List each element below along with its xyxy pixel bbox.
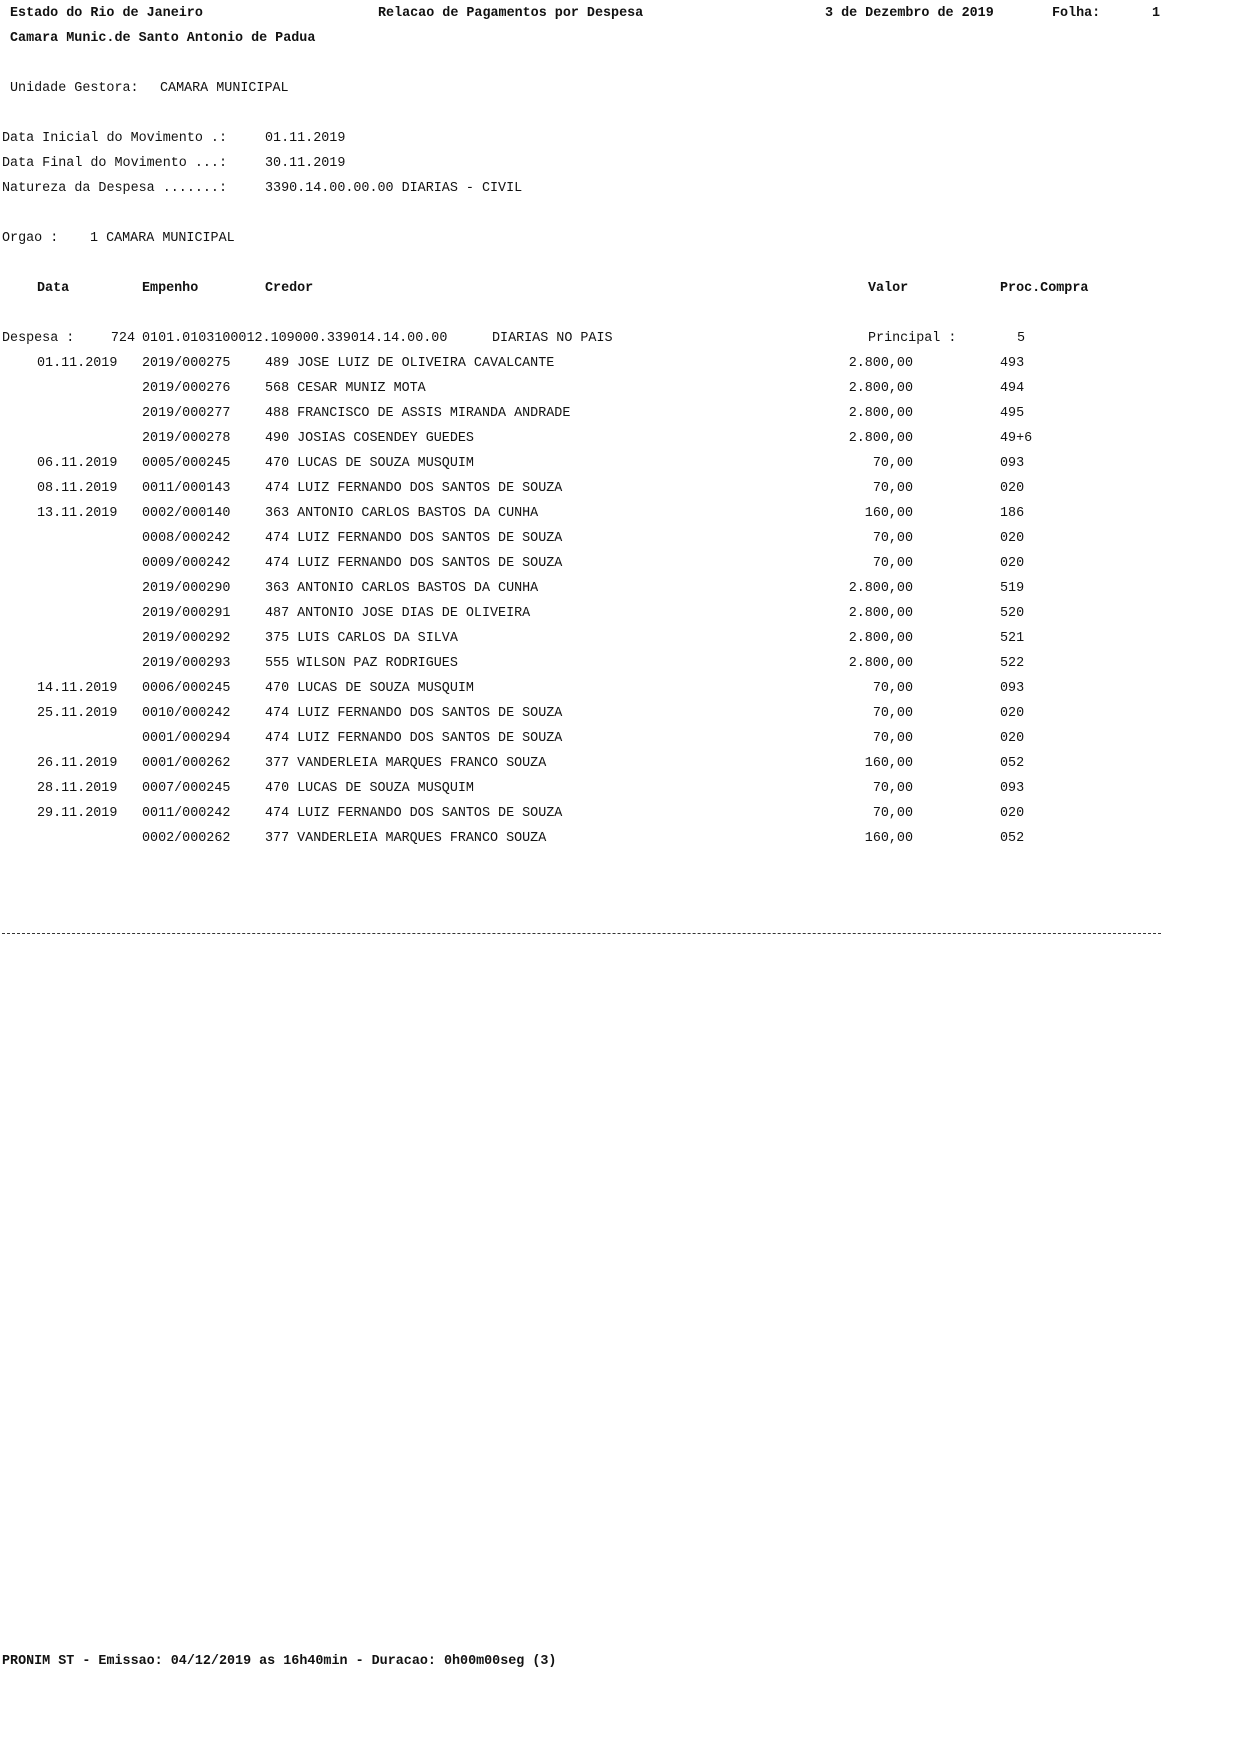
- sheet-number: 1: [1151, 6, 1160, 21]
- principal-value: 5: [1016, 331, 1025, 346]
- row-credor: 474 LUIZ FERNANDO DOS SANTOS DE SOUZA: [265, 531, 563, 546]
- row-credor: 474 LUIZ FERNANDO DOS SANTOS DE SOUZA: [265, 706, 563, 721]
- row-credor: 470 LUCAS DE SOUZA MUSQUIM: [265, 681, 474, 696]
- row-proc: 020: [1000, 731, 1025, 746]
- row-credor: 568 CESAR MUNIZ MOTA: [265, 381, 426, 396]
- row-valor: 70,00: [872, 806, 913, 821]
- principal-label: Principal :: [868, 331, 957, 346]
- column-header-valor: Valor: [868, 281, 909, 296]
- row-valor: 70,00: [872, 781, 913, 796]
- row-credor: 377 VANDERLEIA MARQUES FRANCO SOUZA: [265, 756, 547, 771]
- sheet-label: Folha:: [1052, 6, 1101, 21]
- row-credor: 474 LUIZ FERNANDO DOS SANTOS DE SOUZA: [265, 556, 563, 571]
- row-date: 25.11.2019: [37, 706, 118, 721]
- despesa-code: 0101.0103100012.109000.339014.14.00.00: [142, 331, 448, 346]
- row-credor: 377 VANDERLEIA MARQUES FRANCO SOUZA: [265, 831, 547, 846]
- row-date: 13.11.2019: [37, 506, 118, 521]
- row-proc: 520: [1000, 606, 1025, 621]
- despesa-description: DIARIAS NO PAIS: [492, 331, 613, 346]
- row-proc: 020: [1000, 556, 1025, 571]
- row-valor: 160,00: [864, 831, 913, 846]
- row-proc: 493: [1000, 356, 1025, 371]
- row-empenho: 0011/000242: [142, 806, 231, 821]
- row-proc: 49+6: [1000, 431, 1033, 446]
- row-proc: 052: [1000, 756, 1025, 771]
- row-proc: 521: [1000, 631, 1025, 646]
- row-empenho: 0010/000242: [142, 706, 231, 721]
- row-valor: 70,00: [872, 556, 913, 571]
- row-credor: 363 ANTONIO CARLOS BASTOS DA CUNHA: [265, 581, 539, 596]
- row-valor: 70,00: [872, 481, 913, 496]
- row-valor: 160,00: [864, 506, 913, 521]
- row-credor: 490 JOSIAS COSENDEY GUEDES: [265, 431, 474, 446]
- row-empenho: 2019/000292: [142, 631, 231, 646]
- row-proc: 020: [1000, 806, 1025, 821]
- row-credor: 470 LUCAS DE SOUZA MUSQUIM: [265, 781, 474, 796]
- row-date: 01.11.2019: [37, 356, 118, 371]
- row-empenho: 2019/000293: [142, 656, 231, 671]
- row-credor: 375 LUIS CARLOS DA SILVA: [265, 631, 458, 646]
- state-name: Estado do Rio de Janeiro: [10, 6, 203, 21]
- report-title: Relacao de Pagamentos por Despesa: [378, 6, 644, 21]
- orgao-label: Orgao :: [2, 231, 59, 246]
- start-date-value: 01.11.2019: [265, 131, 346, 146]
- row-valor: 2.800,00: [848, 356, 913, 371]
- row-credor: 474 LUIZ FERNANDO DOS SANTOS DE SOUZA: [265, 731, 563, 746]
- row-empenho: 2019/000277: [142, 406, 231, 421]
- row-empenho: 0011/000143: [142, 481, 231, 496]
- row-credor: 474 LUIZ FERNANDO DOS SANTOS DE SOUZA: [265, 806, 563, 821]
- column-header-credor: Credor: [265, 281, 314, 296]
- row-proc: 093: [1000, 456, 1025, 471]
- row-valor: 2.800,00: [848, 631, 913, 646]
- row-credor: 363 ANTONIO CARLOS BASTOS DA CUNHA: [265, 506, 539, 521]
- row-valor: 2.800,00: [848, 406, 913, 421]
- row-empenho: 2019/000276: [142, 381, 231, 396]
- column-header-data: Data: [37, 281, 70, 296]
- row-empenho: 2019/000275: [142, 356, 231, 371]
- row-empenho: 0006/000245: [142, 681, 231, 696]
- row-date: 26.11.2019: [37, 756, 118, 771]
- row-valor: 2.800,00: [848, 381, 913, 396]
- row-date: 08.11.2019: [37, 481, 118, 496]
- row-empenho: 2019/000290: [142, 581, 231, 596]
- row-date: 06.11.2019: [37, 456, 118, 471]
- row-empenho: 0009/000242: [142, 556, 231, 571]
- row-proc: 494: [1000, 381, 1025, 396]
- column-header-proc: Proc.Compra: [1000, 281, 1089, 296]
- row-proc: 052: [1000, 831, 1025, 846]
- despesa-number: 724: [110, 331, 135, 346]
- row-proc: 020: [1000, 481, 1025, 496]
- row-valor: 70,00: [872, 706, 913, 721]
- row-empenho: 0007/000245: [142, 781, 231, 796]
- row-empenho: 0001/000294: [142, 731, 231, 746]
- row-date: 28.11.2019: [37, 781, 118, 796]
- row-credor: 487 ANTONIO JOSE DIAS DE OLIVEIRA: [265, 606, 531, 621]
- row-proc: 093: [1000, 781, 1025, 796]
- column-header-empenho: Empenho: [142, 281, 199, 296]
- row-valor: 70,00: [872, 731, 913, 746]
- row-credor: 470 LUCAS DE SOUZA MUSQUIM: [265, 456, 474, 471]
- row-empenho: 2019/000291: [142, 606, 231, 621]
- row-date: 29.11.2019: [37, 806, 118, 821]
- row-proc: 093: [1000, 681, 1025, 696]
- row-proc: 495: [1000, 406, 1025, 421]
- row-empenho: 2019/000278: [142, 431, 231, 446]
- row-valor: 70,00: [872, 456, 913, 471]
- unit-label: Unidade Gestora:: [10, 81, 139, 96]
- row-proc: 519: [1000, 581, 1025, 596]
- row-proc: 522: [1000, 656, 1025, 671]
- row-empenho: 0002/000262: [142, 831, 231, 846]
- row-credor: 555 WILSON PAZ RODRIGUES: [265, 656, 458, 671]
- row-proc: 020: [1000, 706, 1025, 721]
- row-credor: 488 FRANCISCO DE ASSIS MIRANDA ANDRADE: [265, 406, 571, 421]
- row-valor: 2.800,00: [848, 606, 913, 621]
- orgao-value: 1 CAMARA MUNICIPAL: [90, 231, 235, 246]
- row-valor: 2.800,00: [848, 656, 913, 671]
- row-valor: 70,00: [872, 531, 913, 546]
- start-date-label: Data Inicial do Movimento .:: [2, 131, 227, 146]
- row-proc: 186: [1000, 506, 1025, 521]
- nature-value: 3390.14.00.00.00 DIARIAS - CIVIL: [265, 181, 523, 196]
- separator-rule: [2, 933, 1161, 934]
- row-empenho: 0005/000245: [142, 456, 231, 471]
- despesa-label: Despesa :: [2, 331, 75, 346]
- row-date: 14.11.2019: [37, 681, 118, 696]
- row-valor: 70,00: [872, 681, 913, 696]
- row-empenho: 0001/000262: [142, 756, 231, 771]
- row-empenho: 0008/000242: [142, 531, 231, 546]
- row-proc: 020: [1000, 531, 1025, 546]
- report-date: 3 de Dezembro de 2019: [825, 6, 994, 21]
- row-credor: 489 JOSE LUIZ DE OLIVEIRA CAVALCANTE: [265, 356, 555, 371]
- nature-label: Natureza da Despesa .......:: [2, 181, 227, 196]
- emission-footer: PRONIM ST - Emissao: 04/12/2019 as 16h40min - Duracao: 0h00m00seg (3): [2, 1654, 557, 1669]
- entity-name: Camara Munic.de Santo Antonio de Padua: [10, 31, 316, 46]
- row-valor: 160,00: [864, 756, 913, 771]
- unit-value: CAMARA MUNICIPAL: [160, 81, 289, 96]
- end-date-value: 30.11.2019: [265, 156, 346, 171]
- row-valor: 2.800,00: [848, 431, 913, 446]
- end-date-label: Data Final do Movimento ...:: [2, 156, 227, 171]
- row-empenho: 0002/000140: [142, 506, 231, 521]
- row-credor: 474 LUIZ FERNANDO DOS SANTOS DE SOUZA: [265, 481, 563, 496]
- row-valor: 2.800,00: [848, 581, 913, 596]
